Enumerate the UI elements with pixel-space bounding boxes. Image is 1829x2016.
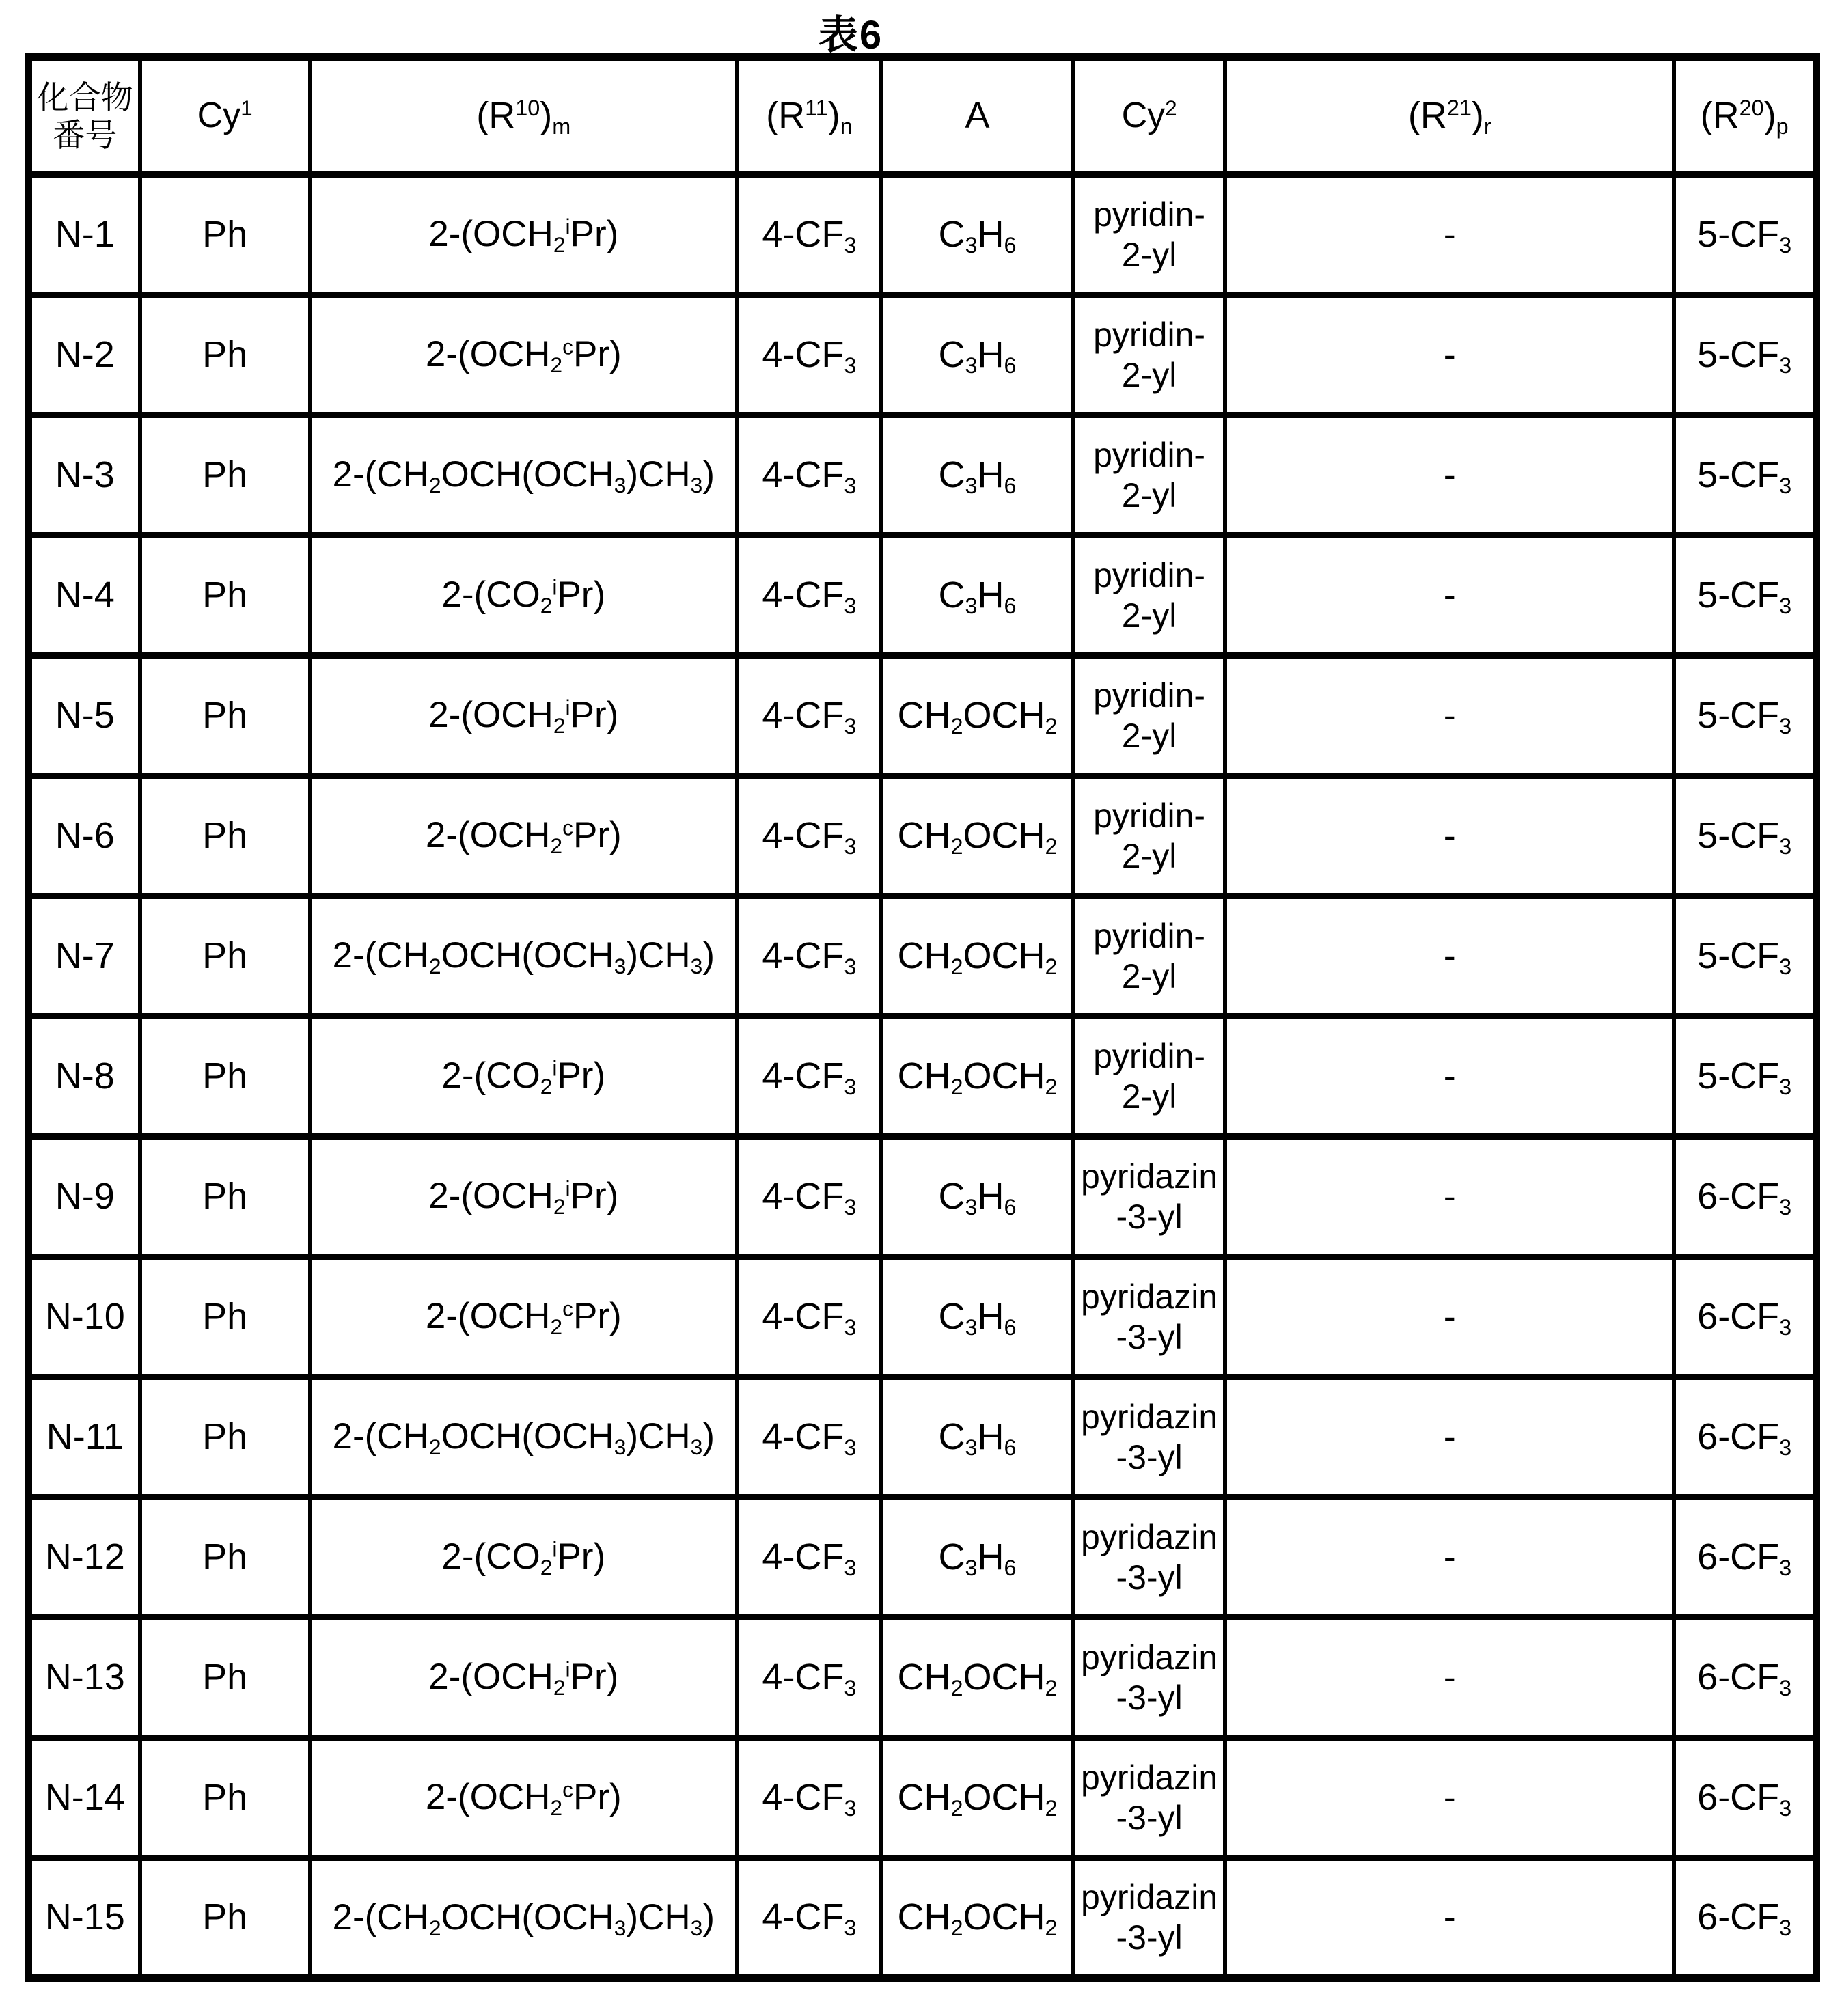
table-row — [29, 1377, 1817, 1497]
cell-r21r: - — [1225, 1137, 1674, 1257]
cell-cy1: Ph — [140, 1497, 310, 1618]
cell-a: $C_3H_6$ — [881, 536, 1073, 656]
cell-r20p: $6-CF_3$ — [1674, 1858, 1816, 1978]
cell-cy2: pyridazin -3-yl — [1073, 1858, 1225, 1978]
cell-r20p: $5-CF_3$ — [1674, 175, 1816, 295]
cell-cy1: Ph — [140, 1377, 310, 1497]
cell-cy2: pyridin- 2-yl — [1073, 536, 1225, 656]
cell-cy2: pyridazin -3-yl — [1073, 1497, 1225, 1618]
cell-cy2: pyridazin -3-yl — [1073, 1257, 1225, 1377]
cell-r10m: $2-(OCH_2^cPr)$ — [310, 1738, 737, 1858]
cell-r11n: $4-CF_3$ — [737, 1257, 881, 1377]
cell-r11n: $4-CF_3$ — [737, 295, 881, 415]
cell-cy2: pyridin- 2-yl — [1073, 656, 1225, 776]
table-row — [29, 1017, 1817, 1137]
compound-table — [25, 53, 1820, 1982]
cell-r10m: $2-(CH_2OCH(OCH_3)CH_3)$ — [310, 1858, 737, 1978]
cell-compound-number: N-13 — [29, 1618, 140, 1738]
table-row — [29, 295, 1817, 415]
table-row — [29, 1738, 1817, 1858]
cell-r11n: $4-CF_3$ — [737, 1137, 881, 1257]
cell-r10m: $2-(CH_2OCH(OCH_3)CH_3)$ — [310, 415, 737, 536]
cell-r20p: $6-CF_3$ — [1674, 1738, 1816, 1858]
cell-r11n: $4-CF_3$ — [737, 1858, 881, 1978]
cell-compound-number: N-6 — [29, 776, 140, 896]
cell-compound-number: N-2 — [29, 295, 140, 415]
cell-cy2: pyridazin -3-yl — [1073, 1377, 1225, 1497]
cell-r10m: $2-(OCH_2^iPr)$ — [310, 1618, 737, 1738]
cell-cy2: pyridin- 2-yl — [1073, 776, 1225, 896]
cell-a: $C_3H_6$ — [881, 1497, 1073, 1618]
table-row — [29, 175, 1817, 295]
column-header-r11n: $(R^{11})_n$ — [737, 57, 881, 175]
table-row — [29, 1497, 1817, 1618]
cell-r21r: - — [1225, 1497, 1674, 1618]
column-header-cy2: Cy$^2$ — [1073, 57, 1225, 175]
cell-a: $CH_2OCH_2$ — [881, 1017, 1073, 1137]
table-row — [29, 1137, 1817, 1257]
cell-a: $C_3H_6$ — [881, 175, 1073, 295]
cell-compound-number: N-12 — [29, 1497, 140, 1618]
cell-cy1: Ph — [140, 175, 310, 295]
cell-a: $C_3H_6$ — [881, 1377, 1073, 1497]
cell-r21r: - — [1225, 1738, 1674, 1858]
cell-compound-number: N-1 — [29, 175, 140, 295]
cell-r10m: $2-(OCH_2^cPr)$ — [310, 776, 737, 896]
cell-a: $CH_2OCH_2$ — [881, 656, 1073, 776]
table-row — [29, 415, 1817, 536]
table-row — [29, 536, 1817, 656]
cell-r20p: $6-CF_3$ — [1674, 1377, 1816, 1497]
cell-r10m: $2-(OCH_2^iPr)$ — [310, 1137, 737, 1257]
cell-cy1: Ph — [140, 776, 310, 896]
column-header-r21r: $(R^{21})_r$ — [1225, 57, 1674, 175]
cell-cy2: pyridazin -3-yl — [1073, 1618, 1225, 1738]
cell-r21r: - — [1225, 1377, 1674, 1497]
cell-cy1: Ph — [140, 656, 310, 776]
cell-r11n: $4-CF_3$ — [737, 1738, 881, 1858]
cell-compound-number: N-15 — [29, 1858, 140, 1978]
cell-a: $C_3H_6$ — [881, 415, 1073, 536]
cell-r20p: $5-CF_3$ — [1674, 295, 1816, 415]
table-header-row — [29, 57, 1817, 175]
table-title: 表6 — [818, 13, 883, 57]
cell-cy2: pyridin- 2-yl — [1073, 896, 1225, 1017]
cell-r21r: - — [1225, 295, 1674, 415]
cell-r11n: $4-CF_3$ — [737, 896, 881, 1017]
cell-cy2: pyridin- 2-yl — [1073, 295, 1225, 415]
table-row — [29, 776, 1817, 896]
cell-cy2: pyridin- 2-yl — [1073, 175, 1225, 295]
cell-compound-number: N-8 — [29, 1017, 140, 1137]
column-header-r10m: $(R^{10})_m$ — [310, 57, 737, 175]
cell-r20p: $6-CF_3$ — [1674, 1497, 1816, 1618]
cell-a: $CH_2OCH_2$ — [881, 1738, 1073, 1858]
cell-r11n: $4-CF_3$ — [737, 776, 881, 896]
cell-cy2: pyridin- 2-yl — [1073, 1017, 1225, 1137]
cell-r10m: $2-(CO_2^iPr)$ — [310, 1017, 737, 1137]
table-body — [29, 175, 1817, 1978]
cell-cy2: pyridin- 2-yl — [1073, 415, 1225, 536]
cell-r21r: - — [1225, 536, 1674, 656]
cell-cy2: pyridazin -3-yl — [1073, 1738, 1225, 1858]
cell-r11n: $4-CF_3$ — [737, 656, 881, 776]
cell-r10m: $2-(CH_2OCH(OCH_3)CH_3)$ — [310, 896, 737, 1017]
cell-r21r: - — [1225, 1858, 1674, 1978]
cell-compound-number: N-10 — [29, 1257, 140, 1377]
cell-compound-number: N-14 — [29, 1738, 140, 1858]
cell-r10m: $2-(CO_2^iPr)$ — [310, 536, 737, 656]
column-header-compound-number: 化合物 番号 — [29, 57, 140, 175]
cell-a: $CH_2OCH_2$ — [881, 1858, 1073, 1978]
cell-r10m: $2-(CH_2OCH(OCH_3)CH_3)$ — [310, 1377, 737, 1497]
cell-r20p: $5-CF_3$ — [1674, 656, 1816, 776]
table-row — [29, 896, 1817, 1017]
cell-r21r: - — [1225, 896, 1674, 1017]
cell-compound-number: N-7 — [29, 896, 140, 1017]
cell-r21r: - — [1225, 1618, 1674, 1738]
cell-a: $C_3H_6$ — [881, 1257, 1073, 1377]
cell-r10m: $2-(OCH_2^cPr)$ — [310, 295, 737, 415]
cell-cy2: pyridazin -3-yl — [1073, 1137, 1225, 1257]
cell-cy1: Ph — [140, 1858, 310, 1978]
cell-compound-number: N-4 — [29, 536, 140, 656]
table-row — [29, 1257, 1817, 1377]
cell-r11n: $4-CF_3$ — [737, 536, 881, 656]
cell-r20p: $6-CF_3$ — [1674, 1257, 1816, 1377]
cell-r21r: - — [1225, 776, 1674, 896]
cell-cy1: Ph — [140, 1137, 310, 1257]
cell-cy1: Ph — [140, 1618, 310, 1738]
cell-r11n: $4-CF_3$ — [737, 1377, 881, 1497]
column-header-a: A — [881, 57, 1073, 175]
cell-r21r: - — [1225, 175, 1674, 295]
cell-r10m: $2-(OCH_2^iPr)$ — [310, 175, 737, 295]
cell-r20p: $5-CF_3$ — [1674, 776, 1816, 896]
cell-compound-number: N-9 — [29, 1137, 140, 1257]
cell-r20p: $6-CF_3$ — [1674, 1618, 1816, 1738]
cell-cy1: Ph — [140, 295, 310, 415]
cell-a: $CH_2OCH_2$ — [881, 776, 1073, 896]
table-row — [29, 656, 1817, 776]
cell-r11n: $4-CF_3$ — [737, 1618, 881, 1738]
cell-cy1: Ph — [140, 1017, 310, 1137]
cell-cy1: Ph — [140, 1257, 310, 1377]
cell-r21r: - — [1225, 1257, 1674, 1377]
cell-a: $C_3H_6$ — [881, 1137, 1073, 1257]
cell-r20p: $5-CF_3$ — [1674, 1017, 1816, 1137]
cell-r11n: $4-CF_3$ — [737, 175, 881, 295]
cell-r10m: $2-(CO_2^iPr)$ — [310, 1497, 737, 1618]
cell-r20p: $6-CF_3$ — [1674, 1137, 1816, 1257]
cell-a: $CH_2OCH_2$ — [881, 896, 1073, 1017]
cell-r11n: $4-CF_3$ — [737, 1017, 881, 1137]
cell-r21r: - — [1225, 1017, 1674, 1137]
table-row — [29, 1858, 1817, 1978]
cell-r20p: $5-CF_3$ — [1674, 415, 1816, 536]
cell-a: $C_3H_6$ — [881, 295, 1073, 415]
cell-r11n: $4-CF_3$ — [737, 1497, 881, 1618]
cell-cy1: Ph — [140, 536, 310, 656]
cell-cy1: Ph — [140, 896, 310, 1017]
cell-cy1: Ph — [140, 1738, 310, 1858]
table-row — [29, 1618, 1817, 1738]
cell-r11n: $4-CF_3$ — [737, 415, 881, 536]
cell-r20p: $5-CF_3$ — [1674, 536, 1816, 656]
cell-cy1: Ph — [140, 415, 310, 536]
cell-r10m: $2-(OCH_2^cPr)$ — [310, 1257, 737, 1377]
table-head — [29, 57, 1817, 175]
column-header-cy1: Cy$^1$ — [140, 57, 310, 175]
cell-compound-number: N-5 — [29, 656, 140, 776]
cell-r20p: $5-CF_3$ — [1674, 896, 1816, 1017]
cell-compound-number: N-3 — [29, 415, 140, 536]
cell-r21r: - — [1225, 656, 1674, 776]
cell-r21r: - — [1225, 415, 1674, 536]
cell-compound-number: N-11 — [29, 1377, 140, 1497]
cell-a: $CH_2OCH_2$ — [881, 1618, 1073, 1738]
column-header-r20p: $(R^{20})_p$ — [1674, 57, 1816, 175]
cell-r10m: $2-(OCH_2^iPr)$ — [310, 656, 737, 776]
